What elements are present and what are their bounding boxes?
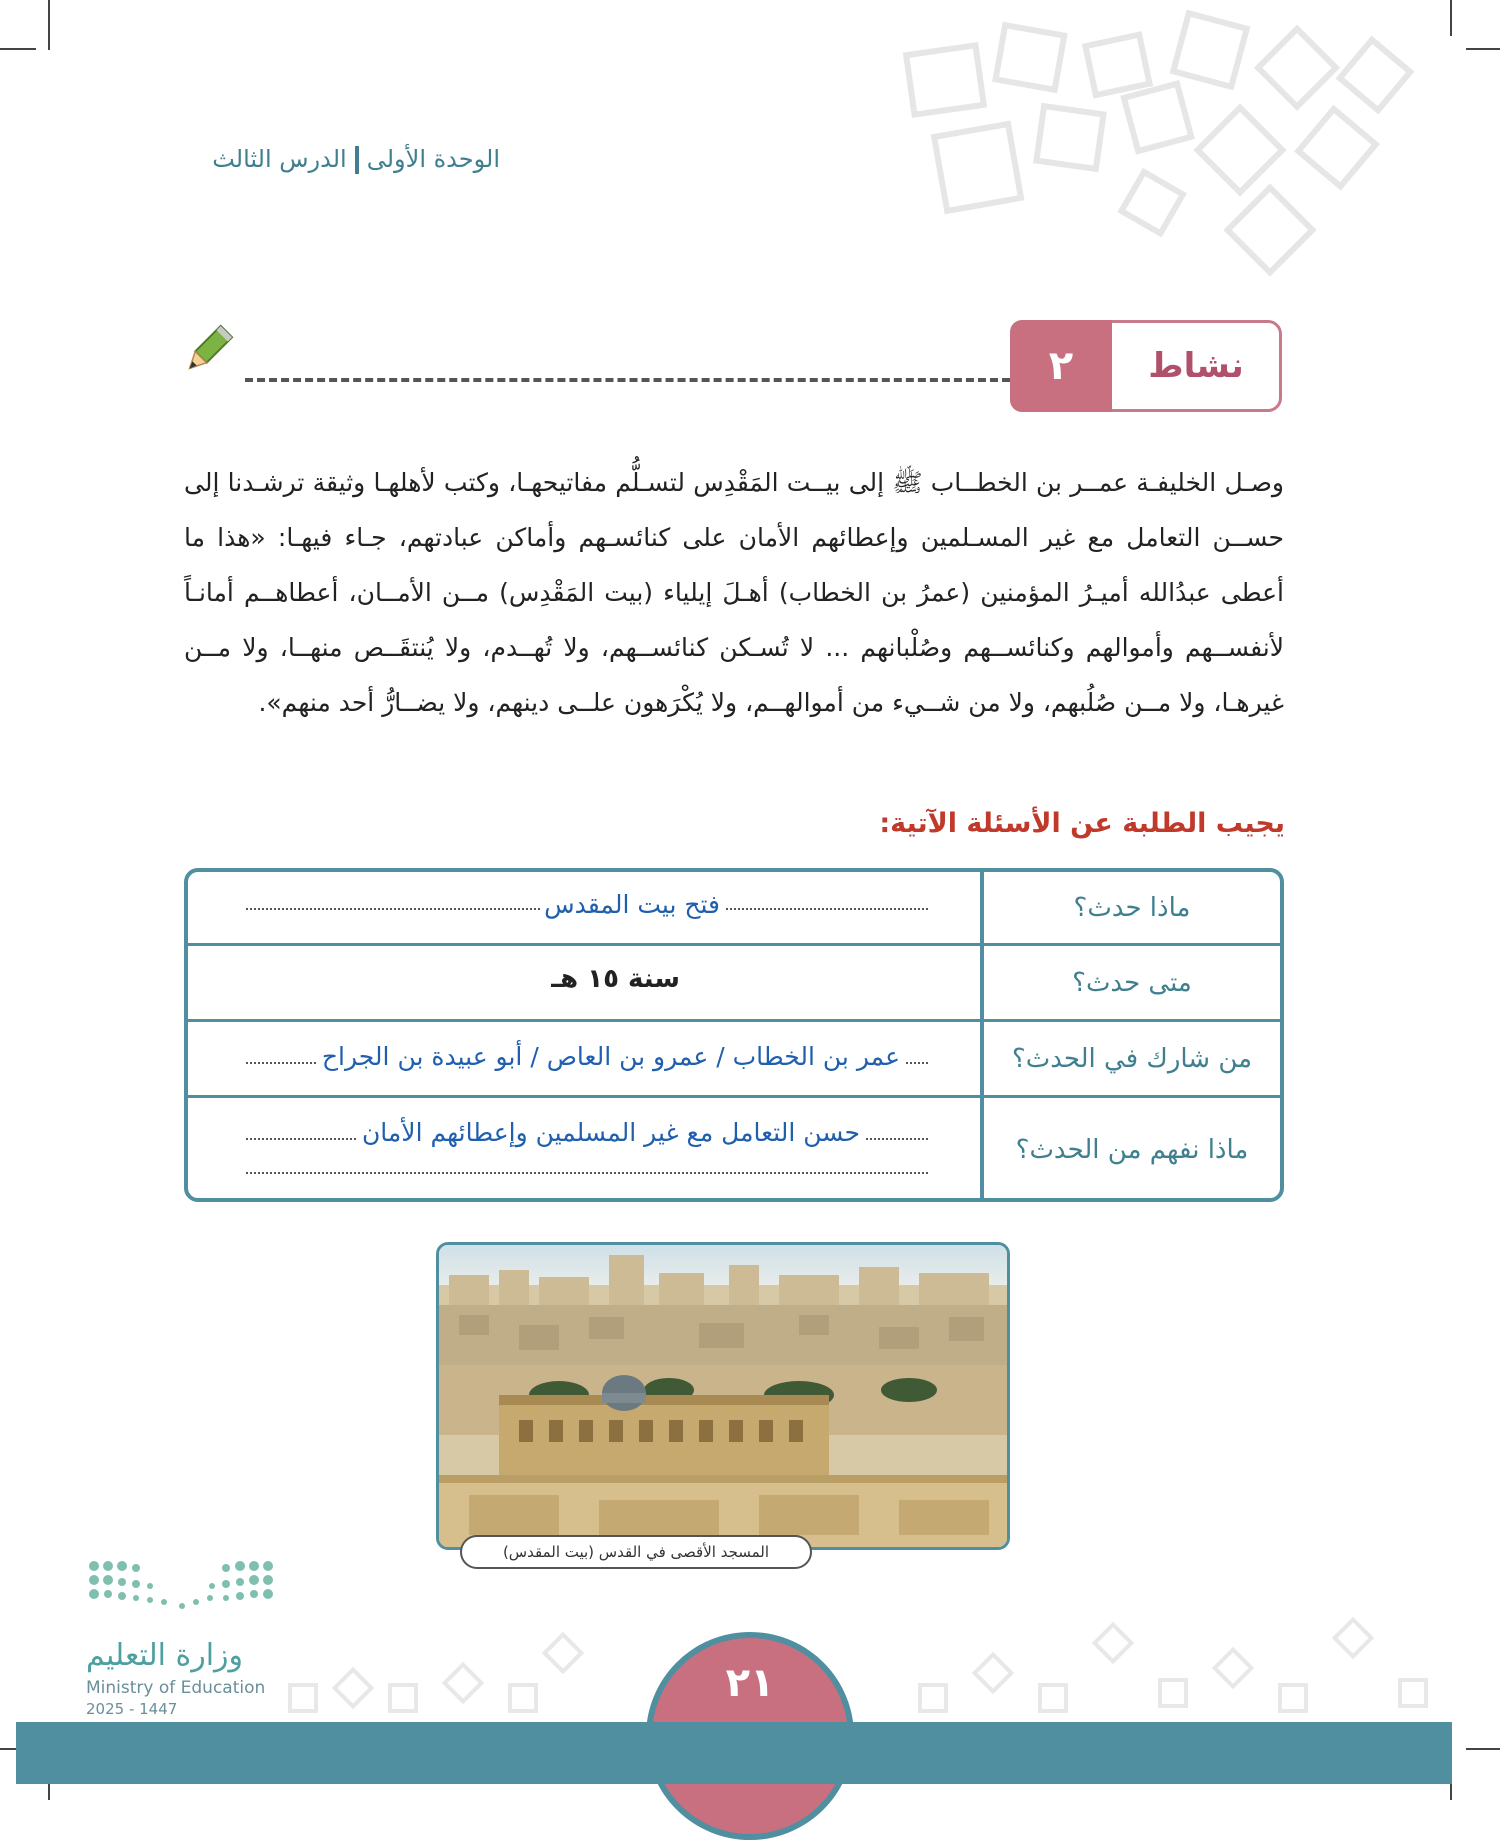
- answer-text: سنة ١٥ هـ: [551, 964, 680, 994]
- answer-cell: [188, 1098, 984, 1202]
- header-divider: [355, 146, 359, 174]
- decorative-pattern: [880, 10, 1440, 280]
- crop-mark: [1450, 0, 1452, 36]
- answer-text: حسن التعامل مع غير المسلمين وإعطائهم الأمان: [358, 1118, 864, 1147]
- photo-caption: المسجد الأقصى في القدس (بيت المقدس): [460, 1535, 812, 1569]
- questions-heading: يجيب الطلبة عن الأسئلة الآتية:: [879, 808, 1285, 839]
- ministry-name-ar: وزارة التعليم: [86, 1638, 244, 1673]
- activity-label: نشاط: [1148, 346, 1244, 386]
- answer-text: فتح بيت المقدس: [540, 890, 724, 919]
- ministry-year: 2025 - 1447: [86, 1700, 178, 1718]
- al-aqsa-photo: [436, 1242, 1010, 1550]
- activity-paragraph: وصـل الخليفـة عمــر بن الخطــاب ﷺ إلى بيــت المَقْدِس لتسـلُّم مفاتيحهـا، وكتب لأهلهـا وثيقة ترشـدنا إلى حســن التعامل مع غير المسـلمين وإعطائهم الأمان على كنائسـهم وأماكن عبادتهم، جـاء فيهـا: «هذا ما أعطى عبدُالله أميـرُ المؤمنين (عمرُ بن الخطاب) أهـلَ إيلياء (بيت المَقْدِس) مــن الأمــان، أعطاهــم أمانـاً لأنفســهم وأموالهم وكنائســهم وصُلْبانهم ... لا تُسـكن كنائســهم، ولا تُهــدم، ولا يُنتقَــص منهــا، ولا مــن غيرهـا، ولا مــن صُلُبهم، ولا من شــيء من أموالهــم، ولا يُكْرَهون علــى دينهم، ولا يضــارُّ أحد منهم».: [184, 468, 1284, 717]
- unit-lesson-header: [80, 145, 500, 174]
- crop-mark: [0, 48, 36, 50]
- activity-number: ٢: [1010, 320, 1112, 412]
- answer-cell: [188, 946, 984, 1019]
- answer-cell: [188, 872, 984, 943]
- table-row: [188, 1098, 1280, 1202]
- question-cell: متى حدث؟: [980, 946, 1280, 1019]
- dashed-divider: [245, 378, 1010, 382]
- answer-cell: [188, 1022, 984, 1095]
- decorative-pattern-bottom: [280, 1600, 1460, 1720]
- page-number: ٢١: [725, 1660, 775, 1706]
- table-row: [188, 1022, 1280, 1098]
- question-cell: ماذا حدث؟: [980, 872, 1280, 943]
- table-row: [188, 946, 1280, 1022]
- city-illustration: [439, 1245, 1007, 1547]
- questions-table: [184, 868, 1284, 1202]
- crop-mark: [48, 0, 50, 50]
- unit-title: الوحدة الأولى: [366, 145, 500, 173]
- crop-mark: [1466, 48, 1500, 50]
- answer-text: عمر بن الخطاب / عمرو بن العاص / أبو عبيدة بن الجراح: [318, 1042, 904, 1071]
- ministry-logo-icon: [86, 1558, 276, 1628]
- question-cell: ماذا نفهم من الحدث؟: [980, 1098, 1280, 1202]
- table-row: [188, 872, 1280, 946]
- crop-mark: [1466, 1748, 1500, 1750]
- pencil-icon: [180, 322, 236, 378]
- ministry-name-en: Ministry of Education: [86, 1678, 266, 1698]
- footer-band: [16, 1722, 1452, 1784]
- lesson-title: الدرس الثالث: [212, 145, 347, 173]
- answer-line: [246, 1172, 928, 1174]
- question-cell: من شارك في الحدث؟: [980, 1022, 1280, 1095]
